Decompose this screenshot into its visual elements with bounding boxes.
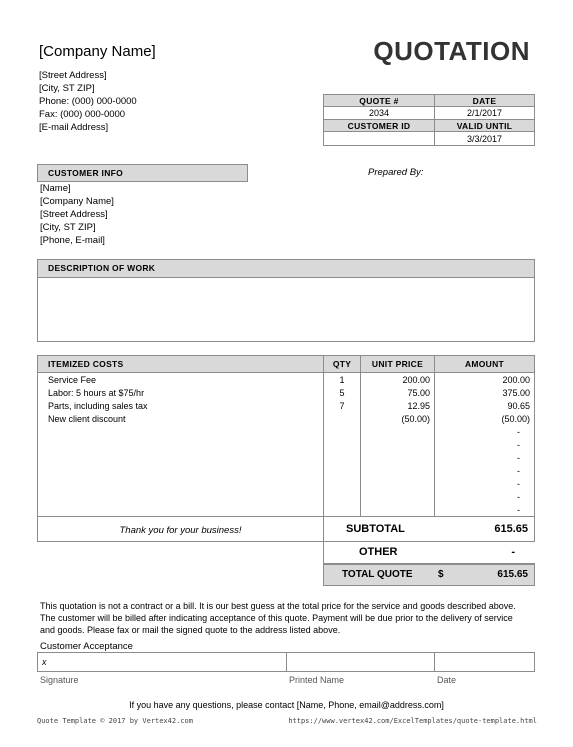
valid-until-value[interactable]: 3/3/2017	[434, 131, 535, 146]
company-fax: Fax: (000) 000-0000	[39, 109, 126, 120]
terms-line-3: and goods. Please fax or mail the signed quote to the address listed above.	[40, 625, 341, 635]
item-amount: -	[517, 466, 520, 476]
table-row[interactable]	[37, 387, 535, 400]
customer-street[interactable]: [Street Address]	[40, 209, 108, 220]
date-label: Date	[437, 675, 457, 685]
table-row[interactable]	[37, 374, 535, 387]
table-row[interactable]	[37, 452, 535, 465]
company-phone: Phone: (000) 000-0000	[39, 96, 137, 107]
contact-line: If you have any questions, please contact [Name, Phone, email@address.com]	[129, 700, 444, 710]
prepared-by-label: Prepared By:	[368, 167, 424, 178]
table-row[interactable]	[37, 426, 535, 439]
terms-block	[40, 600, 540, 636]
terms-line-1: This quotation is not a contract or a bill. It is our best guess at the total price for the service and goods described above.	[40, 601, 516, 611]
table-row[interactable]	[37, 478, 535, 491]
table-row[interactable]	[37, 413, 535, 426]
quote-info-table	[323, 94, 535, 147]
table-row[interactable]	[37, 439, 535, 452]
printed-name-label: Printed Name	[289, 675, 345, 685]
item-amount: -	[517, 427, 520, 437]
date-value[interactable]: 2/1/2017	[434, 106, 535, 120]
item-description: Service Fee	[48, 375, 97, 385]
unit-price-header: UNIT PRICE	[371, 359, 424, 369]
table-row[interactable]	[37, 400, 535, 413]
item-description: New client discount	[48, 414, 126, 424]
table-row[interactable]	[37, 465, 535, 478]
item-amount: (50.00)	[501, 414, 530, 424]
itemized-table	[37, 355, 535, 586]
company-street: [Street Address]	[39, 70, 107, 81]
item-amount: 90.65	[507, 401, 530, 411]
item-amount: 200.00	[502, 375, 530, 385]
item-amount: -	[517, 440, 520, 450]
page-title: QUOTATION	[373, 36, 530, 66]
subtotal-label: SUBTOTAL	[346, 523, 405, 535]
company-block	[39, 43, 156, 134]
acceptance-title: Customer Acceptance	[40, 641, 133, 652]
other-row	[323, 542, 535, 564]
item-amount: -	[517, 453, 520, 463]
total-row	[323, 564, 535, 586]
customer-info-header: CUSTOMER INFO	[37, 164, 248, 182]
description-header: DESCRIPTION OF WORK	[37, 259, 535, 278]
total-value: 615.65	[497, 569, 528, 580]
table-row[interactable]	[37, 491, 535, 504]
customer-company[interactable]: [Company Name]	[40, 196, 114, 207]
item-qty: 5	[339, 388, 345, 398]
printed-name-field[interactable]	[287, 653, 434, 671]
item-amount: -	[517, 505, 520, 515]
item-amount: 375.00	[502, 388, 530, 398]
company-name: [Company Name]	[39, 43, 156, 60]
customer-id-value[interactable]	[323, 131, 435, 146]
acceptance-box	[37, 652, 535, 672]
amount-header: AMOUNT	[464, 359, 505, 369]
other-label: OTHER	[359, 546, 398, 558]
customer-city[interactable]: [City, ST ZIP]	[40, 222, 96, 233]
subtotal-row	[323, 516, 535, 542]
other-value[interactable]: -	[511, 546, 515, 558]
thank-you-message: Thank you for your business!	[119, 525, 242, 536]
itemized-costs-header: ITEMIZED COSTS	[48, 359, 124, 369]
subtotal-value: 615.65	[494, 523, 528, 535]
qty-header: QTY	[332, 359, 352, 369]
quote-number-value[interactable]: 2034	[323, 106, 435, 120]
company-email: [E-mail Address]	[39, 122, 109, 133]
item-description: Labor: 5 hours at $75/hr	[48, 388, 145, 398]
item-unit-price: 200.00	[402, 375, 430, 385]
item-unit-price: (50.00)	[401, 414, 430, 424]
item-qty: 7	[339, 401, 345, 411]
item-amount: -	[517, 479, 520, 489]
total-label: TOTAL QUOTE	[342, 569, 413, 580]
item-unit-price: 75.00	[407, 388, 430, 398]
terms-line-2: The customer will be billed after indicating acceptance of this quote. Payment will be due prior to the delivery of service	[40, 613, 513, 623]
customer-contact[interactable]: [Phone, E-mail]	[40, 235, 105, 246]
date-header: DATE	[434, 94, 535, 107]
item-amount: -	[517, 492, 520, 502]
signature-x-mark: x	[42, 657, 47, 667]
thank-you-cell	[37, 516, 324, 542]
customer-info-block	[40, 182, 114, 247]
footer-copyright: Quote Template © 2017 by Vertex42.com	[37, 717, 193, 725]
date-field[interactable]	[435, 653, 534, 671]
item-qty: 1	[339, 375, 345, 385]
company-city: [City, ST ZIP]	[39, 83, 95, 94]
valid-until-header: VALID UNTIL	[434, 119, 535, 132]
item-description: Parts, including sales tax	[48, 401, 148, 411]
quote-number-header: QUOTE #	[323, 94, 435, 107]
customer-id-header: CUSTOMER ID	[323, 119, 435, 132]
footer-link[interactable]: https://www.vertex42.com/ExcelTemplates/quote-template.html	[288, 717, 537, 725]
item-unit-price: 12.95	[407, 401, 430, 411]
items-rows	[37, 374, 535, 517]
currency-symbol: $	[438, 569, 444, 580]
signature-field[interactable]	[50, 653, 286, 671]
description-box[interactable]	[37, 277, 535, 342]
customer-name[interactable]: [Name]	[40, 183, 71, 194]
signature-label: Signature	[40, 675, 79, 685]
